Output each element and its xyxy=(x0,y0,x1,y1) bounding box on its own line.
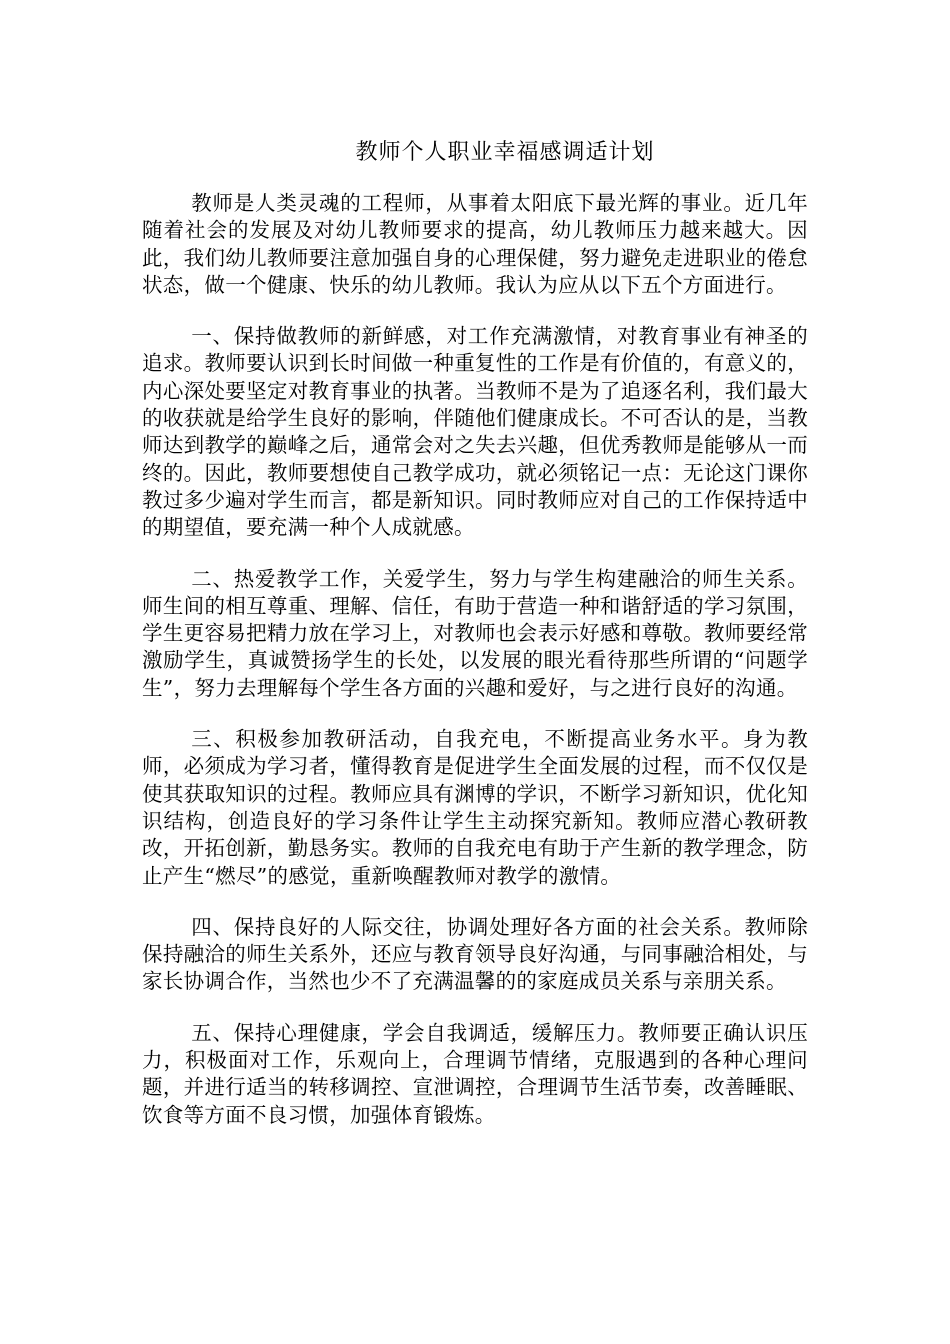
paragraph-section-2: 二、热爱教学工作，关爱学生，努力与学生构建融洽的师生关系。师生间的相互尊重、理解、信任，有助于营造一种和谐舒适的学习氛围，学生更容易把精力放在学习上，对教师也会表示好感和尊敬。教师要经常激励学生，真诚赞扬学生的长处，以发展的眼光看待那些所谓的“问题学生”，努力去理解每个学生各方面的兴趣和爱好，与之进行良好的沟通。 xyxy=(142,566,808,700)
paragraph-section-4: 四、保持良好的人际交往，协调处理好各方面的社会关系。教师除保持融洽的师生关系外，还应与教育领导良好沟通，与同事融洽相处，与家长协调合作，当然也少不了充满温馨的的家庭成员关系与亲朋关系。 xyxy=(142,914,808,994)
document-title: 教师个人职业幸福感调适计划 xyxy=(355,140,655,165)
document-body xyxy=(142,190,808,1153)
paragraph-section-5: 五、保持心理健康，学会自我调适，缓解压力。教师要正确认识压力，积极面对工作，乐观向上，合理调节情绪，克服遇到的各种心理问题，并进行适当的转移调控、宣泄调控，合理调节生活节奏，改善睡眠、饮食等方面不良习惯，加强体育锻炼。 xyxy=(142,1020,808,1127)
paragraph-intro: 教师是人类灵魂的工程师，从事着太阳底下最光辉的事业。近几年随着社会的发展及对幼儿教师要求的提高，幼儿教师压力越来越大。因此，我们幼儿教师要注意加强自身的心理保健，努力避免走进职业的倦怠状态，做一个健康、快乐的幼儿教师。我认为应从以下五个方面进行。 xyxy=(142,191,808,297)
paragraph-section-3: 三、积极参加教研活动，自我充电，不断提高业务水平。身为教师，必须成为学习者，懂得教育是促进学生全面发展的过程，而不仅仅是使其获取知识的过程。教师应具有渊博的学识，不断学习新知识，优化知识结构，创造良好的学习条件让学生主动探究新知。教师应潜心教研教改，开拓创新，勤恳务实。教师的自我充电有助于产生新的教学理念，防止产生“燃尽”的感觉，重新唤醒教师对教学的激情。 xyxy=(142,727,808,888)
paragraph-section-1: 一、保持做教师的新鲜感，对工作充满激情，对教育事业有神圣的追求。教师要认识到长时间做一种重复性的工作是有价值的，有意义的，内心深处要坚定对教育事业的执著。当教师不是为了追逐名利，我们最大的收获就是给学生良好的影响，伴随他们健康成长。不可否认的是，当教师达到教学的巅峰之后，通常会对之失去兴趣，但优秀教师是能够从一而终的。因此，教师要想使自己教学成功，就必须铭记一点：无论这门课你教过多少遍对学生而言，都是新知识。同时教师应对自己的工作保持适中的期望值，要充满一种个人成就感。 xyxy=(142,324,808,540)
